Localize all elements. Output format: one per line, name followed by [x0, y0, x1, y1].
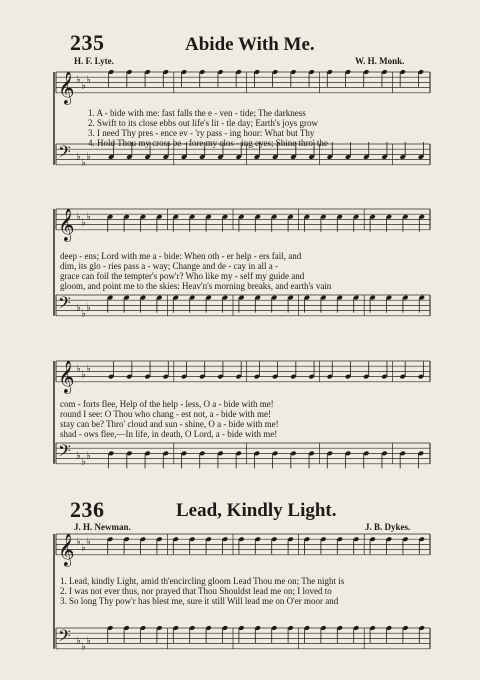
flat-icon: ♭ [86, 302, 91, 314]
lyrics-block [60, 399, 464, 439]
lyric-line: 1. A - bide with me: fast falls the e - ven - tide; The darkness [88, 108, 306, 118]
lyric-line: round I see: O Thou who chang - est not, a - bide with me! [60, 409, 272, 419]
flat-icon: ♭ [86, 151, 91, 163]
lyric-line: 2. Swift to its close ebbs out life's lit - tle day; Earth's joys grow [88, 118, 318, 128]
music-system [0, 355, 480, 490]
flat-icon: ♭ [76, 74, 81, 86]
flat-icon: ♭ [76, 363, 81, 375]
treble-clef-icon: 𝄞 [58, 532, 75, 566]
flat-icon: ♭ [81, 308, 86, 320]
flat-icon: ♭ [81, 456, 86, 468]
flat-icon: ♭ [81, 369, 86, 381]
hymn-title: Abide With Me. [185, 34, 315, 55]
music-system [0, 64, 480, 194]
flat-icon: ♭ [86, 363, 91, 375]
lyrics-block [60, 576, 464, 606]
lyric-line: dim, its glo - ries pass a - way; Change and de - cay in all a - [60, 261, 278, 271]
flat-icon: ♭ [86, 450, 91, 462]
treble-clef-icon: 𝄞 [58, 359, 75, 393]
lyric-line: gloom, and point me to the skies: Heav'n's morning breaks, and earth's vain [60, 281, 332, 291]
flat-icon: ♭ [81, 542, 86, 554]
music-system [0, 203, 480, 343]
flat-icon: ♭ [86, 635, 91, 647]
flat-icon: ♭ [76, 450, 81, 462]
lyric-line: 3. So long Thy pow'r has blest me, sure it still Will lead me on O'er moor and [60, 596, 339, 606]
lyric-line: com - forts flee, Help of the help - less, O a - bide with me! [60, 399, 274, 409]
words-credit: H. F. Lyte. [74, 56, 114, 66]
bass-clef-icon: 𝄢 [58, 440, 71, 465]
lyrics-block [60, 251, 464, 291]
flat-icon: ♭ [81, 217, 86, 229]
flat-icon: ♭ [76, 151, 81, 163]
hymn-number: 236 [70, 497, 105, 522]
music-credit: J. B. Dykes. [365, 522, 411, 532]
bass-clef-icon: 𝄢 [58, 625, 71, 650]
flat-icon: ♭ [81, 80, 86, 92]
words-credit: J. H. Newman. [74, 522, 131, 532]
lyric-line: 1. Lead, kindly Light, amid th'encircling gloom Lead Thou me on; The night is [60, 576, 345, 586]
lyric-line: shad - ows flee,—In life, in death, O Lord, a - bide with me! [60, 429, 278, 439]
music-system [0, 528, 480, 680]
lyric-line: 4. Hold Thou my cross be - fore my clos - ing eyes; Shine thro' the [88, 138, 328, 148]
flat-icon: ♭ [81, 157, 86, 169]
treble-clef-icon: 𝄞 [58, 207, 75, 241]
flat-icon: ♭ [86, 211, 91, 223]
lyric-line: stay can be? Thro' cloud and sun - shine, O a - bide with me! [60, 419, 279, 429]
flat-icon: ♭ [76, 536, 81, 548]
flat-icon: ♭ [86, 536, 91, 548]
flat-icon: ♭ [81, 641, 86, 653]
flat-icon: ♭ [76, 302, 81, 314]
music-credit: W. H. Monk. [355, 56, 405, 66]
hymn-number: 235 [70, 30, 105, 55]
hymn-title: Lead, Kindly Light. [176, 500, 337, 521]
flat-icon: ♭ [86, 74, 91, 86]
treble-clef-icon: 𝄞 [58, 70, 75, 104]
bass-clef-icon: 𝄢 [58, 292, 71, 317]
lyrics-block [88, 108, 480, 148]
bass-clef-icon: 𝄢 [58, 141, 71, 166]
lyric-line: 2. I was not ever thus, nor prayed that Thou Shouldst lead me on; I loved to [60, 586, 332, 596]
flat-icon: ♭ [76, 635, 81, 647]
lyric-line: 3. I need Thy pres - ence ev - 'ry pass - ing hour: What but Thy [88, 128, 315, 138]
lyric-line: grace can foil the tempter's pow'r? Who like my - self my guide and [60, 271, 305, 281]
flat-icon: ♭ [76, 211, 81, 223]
lyric-line: deep - ens; Lord with me a - bide: When oth - er help - ers fail, and [60, 251, 302, 261]
